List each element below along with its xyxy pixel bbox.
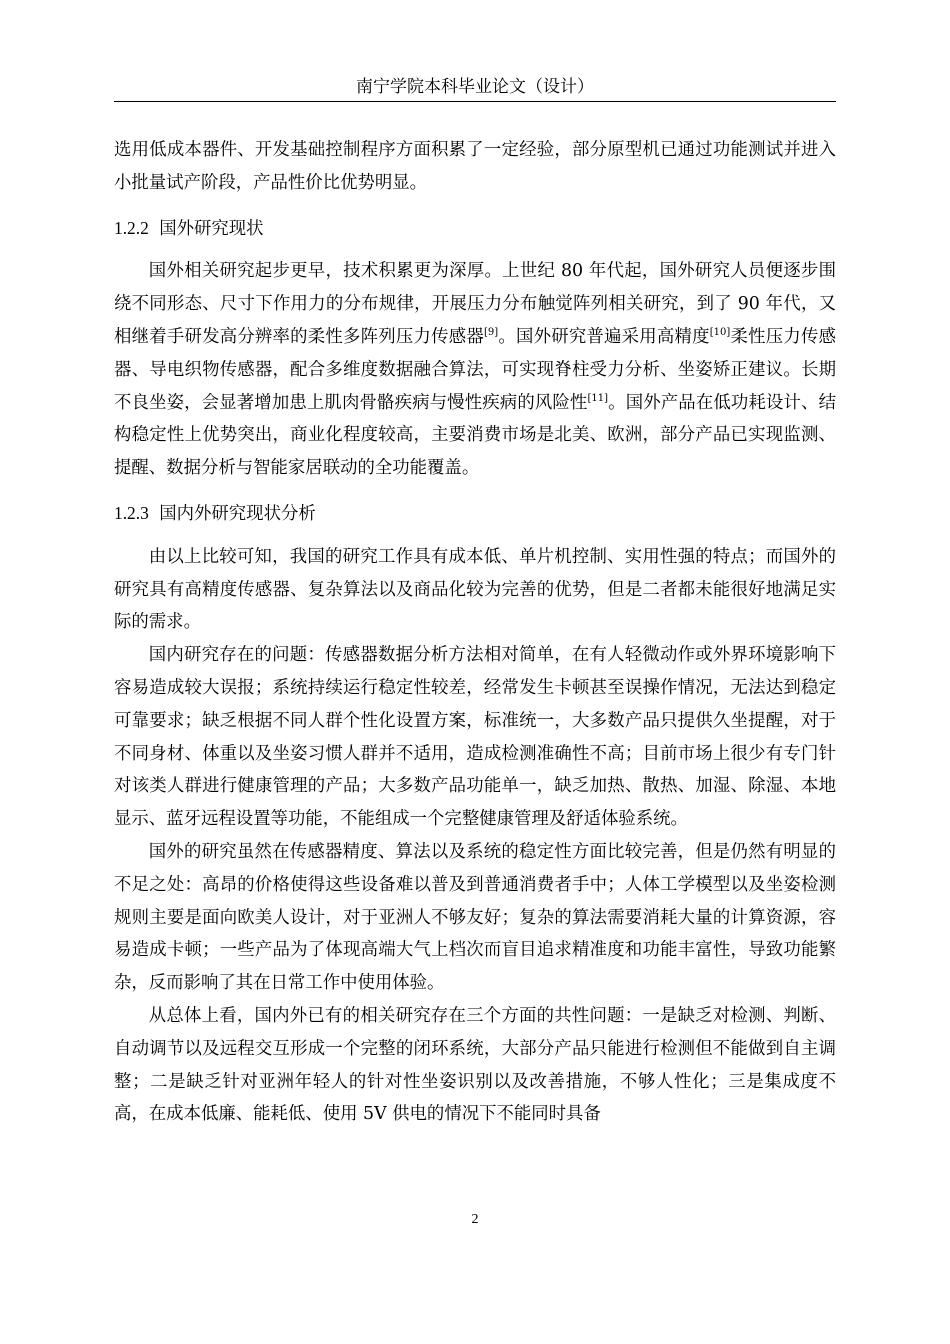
section-title: 国内外研究现状分析 — [159, 503, 316, 524]
citation-9[interactable]: [9] — [483, 326, 499, 338]
paragraph-common-problems: 从总体上看，国内外已有的相关研究存在三个方面的共性问题：一是缺乏对检测、判断、自动调节以及远程交互形成一个完整的闭环系统，大部分产品只能进行检测但不能做到自主调整；二是缺乏针对亚洲年轻人的针对性坐姿识别以及改善措施，不够人性化；三是集成度不高，在成本低廉、能耗低、使用 5V 供电的情况下不能同时具备 — [114, 1005, 836, 1125]
paragraph-domestic-problems: 国内研究存在的问题：传感器数据分析方法相对简单，在有人轻微动作或外界环境影响下容易造成较大误报；系统持续运行稳定性较差，经常发生卡顿甚至误操作情况，无法达到稳定可靠要求；缺乏根据不同人群个性化设置方案，标准统一，大多数产品只提供久坐提醒，对于不同身材、体重以及坐姿习惯人群并不适用，造成检测准确性不高；目前市场上很少有专门针对该类人群进行健康管理的产品；大多数产品功能单一，缺乏加热、散热、加湿、除湿、本地显示、蓝牙远程设置等功能，不能组成一个完整健康管理及舒适体验系统。 — [114, 645, 836, 830]
paragraph-comparison: 由以上比较可知，我国的研究工作具有成本低、单片机控制、实用性强的特点；而国外的研究具有高精度传感器、复杂算法以及商品化较为完善的优势，但是二者都未能很好地满足实际的需求。 — [114, 546, 836, 633]
paragraph-foreign-shortcomings: 国外的研究虽然在传感器精度、算法以及系统的稳定性方面比较完善，但是仍然有明显的不足之处：高昂的价格使得这些设备难以普及到普通消费者手中；人体工学模型以及坐姿检测规则主要是面向欧美人设计，对于亚洲人不够友好；复杂的算法需要消耗大量的计算资源，容易造成卡顿；一些产品为了体现高端大气上档次而盲目追求精准度和功能丰富性，导致功能繁杂，反而影响了其在日常工作中使用体验。 — [114, 841, 836, 994]
paragraph-text: 。国外产品在低功耗设计、结构稳定性上优势突出，商业化程度较高，主要消费市场是北美、欧洲，部分产品已实现监测、提醒、数据分析与智能家居联动的全功能覆盖。 — [114, 392, 836, 479]
section-number: 1.2.3 — [114, 502, 149, 523]
page-header: 南宁学院本科毕业论文（设计） — [356, 77, 594, 97]
section-heading-1-2-3 — [114, 485, 836, 541]
header-divider — [114, 101, 836, 102]
document-body — [114, 134, 836, 1131]
paragraph-text: 国外相关研究起步更早，技术积累更为深厚。上世纪 80 年代起，国外研究人员便逐步围绕不同形态、尺寸下作用力的分布规律，开展压力分布触觉阵列相关研究，到了 90 年代，又相继着手研发高分辨率的柔性多阵列压力传感器 — [114, 261, 836, 347]
citation-10[interactable]: [10] — [709, 326, 731, 338]
paragraph-continued: 选用低成本器件、开发基础控制程序方面积累了一定经验，部分原型机已通过功能测试并进入小批量试产阶段，产品性价比优势明显。 — [114, 140, 836, 193]
section-title: 国外研究现状 — [159, 218, 264, 239]
section-heading-1-2-2 — [114, 200, 836, 256]
page-number: 2 — [471, 1212, 479, 1227]
section-number: 1.2.2 — [114, 217, 149, 238]
paragraph-text: 。国外研究普遍采用高精度 — [498, 326, 710, 347]
paragraph-foreign-research — [114, 255, 836, 485]
paragraph-text: 柔性压力传感器、导电织物传感器，配合多维度数据融合算法，可实现脊柱受力分析、坐姿矫正建议。长期不良坐姿，会显著增加患上肌肉骨骼疾病与慢性疾病的风险性 — [114, 326, 836, 413]
citation-11[interactable]: [11] — [587, 392, 609, 404]
